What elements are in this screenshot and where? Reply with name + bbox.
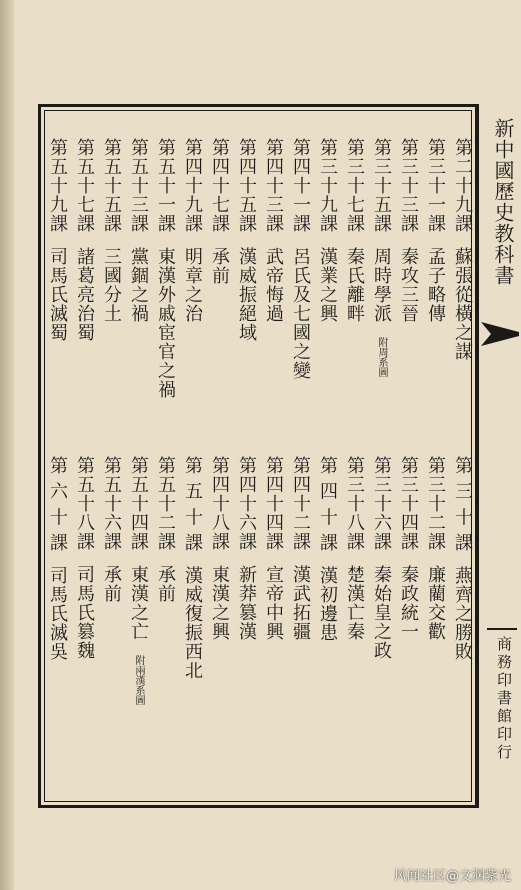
lesson-number: 第 四 十 課: [317, 456, 338, 553]
lesson-number: 第三十八課: [344, 456, 365, 551]
lesson-entry: [449, 138, 475, 361]
lesson-title: 楚漢亡秦: [344, 565, 365, 641]
lesson-entry: [98, 456, 124, 603]
lesson-number: 第五十三課: [128, 138, 149, 233]
lesson-title: 新莽篡漢: [236, 565, 257, 641]
lesson-entry: [368, 138, 394, 377]
lesson-entry: [71, 456, 97, 660]
lesson-title: 漢業之興: [317, 247, 338, 323]
lesson-title: 東漢外戚宦官之禍: [155, 247, 176, 399]
lesson-number: 第三十六課: [371, 456, 392, 551]
running-title: 新中國歷史教科書: [491, 118, 515, 286]
lesson-entry: [71, 138, 97, 342]
lesson-number: 第五十二課: [155, 456, 176, 551]
lesson-number: 第三十五課: [371, 138, 392, 233]
lesson-number: 第五十九課: [47, 138, 68, 233]
lesson-entry: [233, 138, 259, 342]
lesson-title: 司馬氏滅吳: [47, 566, 68, 662]
lesson-entry: [260, 138, 286, 323]
lesson-title: 秦政統一: [398, 565, 419, 641]
lesson-number: 第三十七課: [344, 138, 365, 233]
lesson-number: 第四十九課: [182, 138, 203, 233]
lesson-entry: [260, 456, 286, 641]
lesson-title: 司馬氏篡魏: [74, 565, 95, 660]
lesson-entry: [233, 456, 259, 641]
lesson-note: 附兩漢系圖: [133, 655, 144, 705]
lesson-number: 第 六 十 課: [47, 456, 68, 553]
lesson-number: 第四十七課: [209, 138, 230, 233]
publisher-imprint: 商務印書館印行: [487, 628, 517, 762]
lesson-number: 第二十九課: [452, 138, 473, 233]
lesson-entry: [341, 138, 367, 323]
lesson-number: 第五十一課: [155, 138, 176, 233]
lesson-number: 第四十六課: [236, 456, 257, 551]
lesson-title: 周時學派: [371, 247, 392, 323]
lesson-number: 第四十四課: [263, 456, 284, 551]
lesson-title: 諸葛亮治蜀: [74, 247, 95, 342]
lesson-title: 東漢之興: [209, 565, 230, 641]
lesson-title: 漢威振絕域: [236, 247, 257, 342]
watermark: 风闻社区@文渊紫光: [393, 869, 511, 884]
lesson-number: 第五十八課: [74, 456, 95, 551]
lesson-entry: [206, 456, 232, 641]
lesson-entry: [125, 456, 151, 705]
lesson-entry: [395, 456, 421, 641]
lesson-title: 漢威復振西北: [182, 566, 203, 681]
lesson-entry: [449, 456, 475, 661]
lesson-title: 東漢之亡: [128, 565, 149, 641]
lesson-title: 宣帝中興: [263, 565, 284, 641]
lesson-title: 孟子略傳: [425, 247, 446, 323]
lesson-entry: [206, 138, 232, 285]
lesson-entry: [341, 456, 367, 641]
lesson-title: 廉藺交歡: [425, 565, 446, 641]
lesson-title: 三國分土: [101, 247, 122, 323]
lesson-entry: [395, 138, 421, 323]
lesson-number: 第五十五課: [101, 138, 122, 233]
lesson-number: 第 三 十 課: [452, 456, 473, 553]
lesson-entry: [368, 456, 394, 660]
lesson-entry: [179, 138, 205, 323]
lesson-title: 漢初邊患: [317, 566, 338, 643]
lesson-title: 承前: [101, 565, 122, 603]
lesson-number: 第四十三課: [263, 138, 284, 233]
lesson-number: 第三十三課: [398, 138, 419, 233]
lesson-number: 第三十一課: [425, 138, 446, 233]
lesson-title: 呂氏及七國之變: [290, 247, 311, 380]
lesson-number: 第四十八課: [209, 456, 230, 551]
lesson-title: 秦氏離畔: [344, 247, 365, 323]
lesson-entry: [287, 456, 313, 641]
lesson-entry: [98, 138, 124, 323]
lesson-title: 承前: [155, 565, 176, 603]
lesson-number: 第 五 十 課: [182, 456, 203, 553]
lesson-title: 漢武拓疆: [290, 565, 311, 641]
lesson-number: 第三十九課: [317, 138, 338, 233]
lesson-entry: [125, 138, 151, 323]
lesson-title: 明章之治: [182, 247, 203, 323]
lesson-entry: [152, 456, 178, 603]
lesson-number: 第四十五課: [236, 138, 257, 233]
lesson-title: 燕齊之勝敗: [452, 566, 473, 662]
lesson-entry: [287, 138, 313, 380]
lesson-title: 承前: [209, 247, 230, 285]
lesson-entry: [422, 456, 448, 641]
lesson-number: 第五十七課: [74, 138, 95, 233]
lesson-number: 第三十四課: [398, 456, 419, 551]
lesson-number: 第三十二課: [425, 456, 446, 551]
page-gutter: [0, 0, 14, 890]
lesson-entry: [314, 456, 340, 642]
lesson-entry: [179, 456, 205, 680]
lesson-title: 秦攻三晉: [398, 247, 419, 323]
lesson-number: 第四十二課: [290, 456, 311, 551]
lesson-title: 黨錮之禍: [128, 247, 149, 323]
lesson-title: 秦始皇之政: [371, 565, 392, 660]
lesson-number: 第四十一課: [290, 138, 311, 233]
lesson-entry: [44, 456, 70, 661]
lesson-title: 武帝悔過: [263, 247, 284, 323]
lesson-entry: [44, 138, 70, 342]
lesson-entry: [152, 138, 178, 399]
lesson-title: 司馬氏滅蜀: [47, 247, 68, 342]
lesson-note: 附周系圖: [376, 337, 387, 377]
lesson-entry: [422, 138, 448, 323]
lesson-number: 第五十四課: [128, 456, 149, 551]
lesson-entry: [314, 138, 340, 323]
fishtail-mark-icon: [479, 318, 521, 350]
lesson-title: 蘇張從橫之謀: [452, 247, 473, 361]
lesson-number: 第五十六課: [101, 456, 122, 551]
